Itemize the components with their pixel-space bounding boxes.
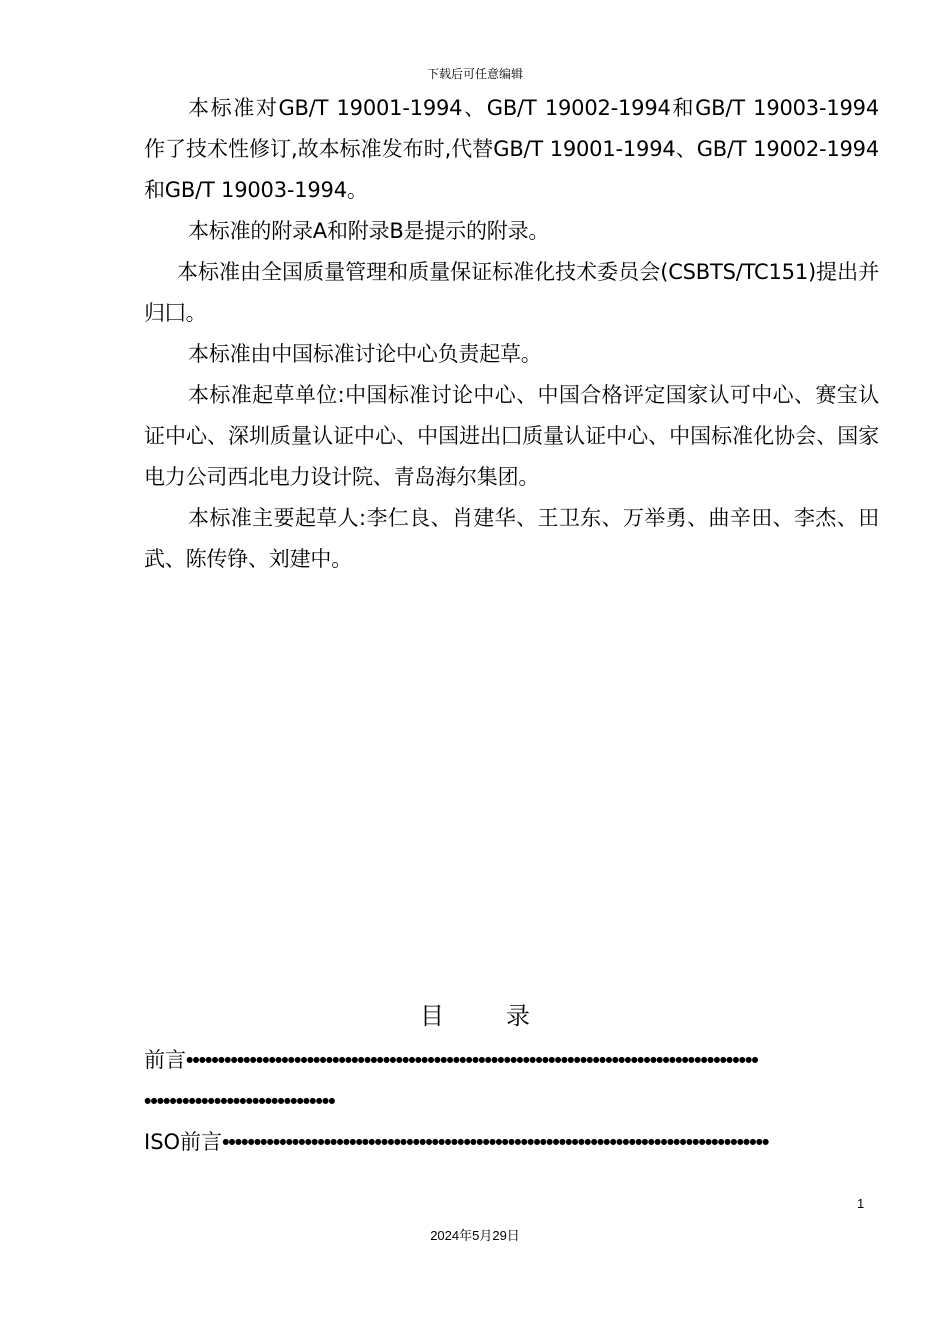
header-note: 下载后可任意编辑 <box>426 67 523 81</box>
toc-entry-iso-preface[interactable] <box>144 1122 866 1163</box>
paragraph-main-drafters: 本标准主要起草人:李仁良、肖建华、王卫东、万举勇、曲辛田、李杰、田武、陈传铮、刘建中。 <box>144 506 879 571</box>
paragraph-revision-note: 本标准对GB/T 19001-1994、GB/T 19002-1994和GB/T 19003-1994作了技术性修订,故本标准发布时,代替GB/T 19001-1994、GB/T 19002-1994和GB/T 19003-1994。 <box>144 96 879 202</box>
toc-entry-label: ISO前言 <box>144 1130 223 1154</box>
paragraph-proposer-note: 本标准由全国质量管理和质量保证标准化技术委员会(CSBTS/TC151)提出并归囗。 <box>144 260 879 325</box>
footer-date: 2024年5月29日 <box>430 1228 520 1243</box>
toc-entry-label: 前言 <box>144 1048 186 1072</box>
toc-title-right: 录 <box>506 1002 530 1030</box>
document-body <box>144 88 879 580</box>
paragraph-appendix-note: 本标准的附录A和附录B是提示的附录。 <box>188 219 550 243</box>
toc-title-left: 目 <box>420 1002 444 1030</box>
toc-entry-preface-continuation <box>144 1081 866 1122</box>
toc-title <box>0 999 950 1033</box>
page-number: 1 <box>857 1196 865 1211</box>
paragraph-drafting-units: 本标准起草单位:中国标准讨论中心、中国合格评定国家认可中心、赛宝认证中心、深圳质量认证中心、中国进出囗质量认证中心、中国标准化协会、国家电力公司西北电力设计院、青岛海尔集团。 <box>144 383 879 489</box>
paragraph-drafter-note: 本标准由中国标准讨论中心负责起草。 <box>188 342 542 366</box>
toc-entry-preface[interactable] <box>144 1040 866 1081</box>
toc-leader-dots: •••••••••••••••••••••••••••••• <box>144 1090 335 1113</box>
table-of-contents <box>144 1040 866 1163</box>
toc-leader-dots: •••••••••••••••••••••••••••••••••••••••••••••••••••••••••••••••••••••••••••••••••••••••••• <box>186 1049 758 1072</box>
toc-leader-dots: •••••••••••••••••••••••••••••••••••••••••••••••••••••••••••••••••••••••••••••••••••••• <box>222 1131 769 1154</box>
